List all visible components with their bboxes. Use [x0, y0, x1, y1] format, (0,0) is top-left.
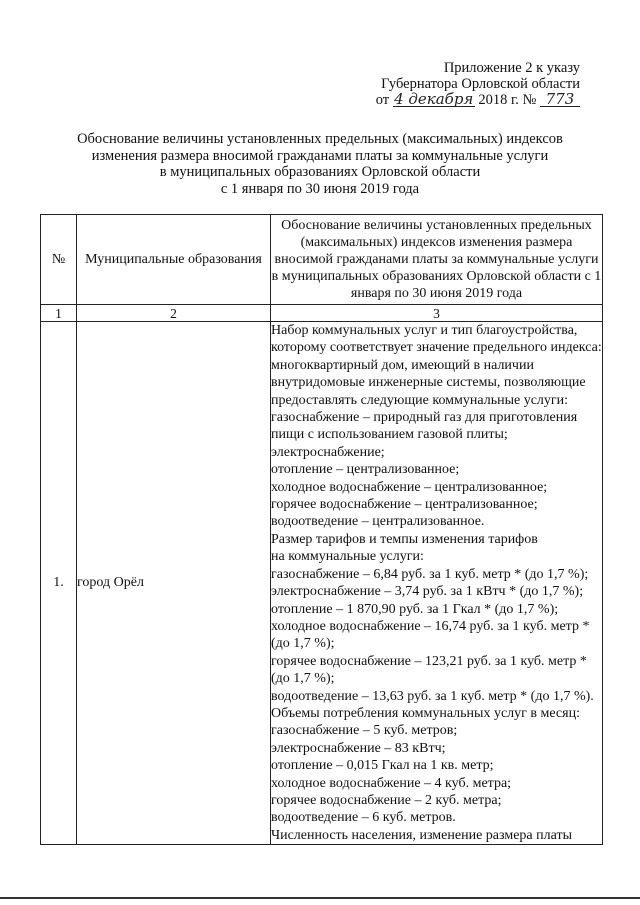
appendix-date-line	[340, 92, 580, 108]
justification-line: внутридомовые инженерные системы, позволяющие	[271, 375, 586, 391]
justification-line: холодное водоснабжение – 16,74 руб. за 1 куб. метр *	[271, 618, 590, 634]
justification-line: Объемы потребления коммунальных услуг в месяц:	[271, 705, 580, 721]
justification-line: (до 1,7 %);	[271, 636, 335, 652]
justification-line: Численность населения, изменение размера платы	[271, 827, 572, 843]
justification-line: водоотведение – централизованное.	[271, 514, 485, 530]
column-index-3: 3	[271, 305, 603, 322]
appendix-line-1: Приложение 2 к указу	[443, 60, 580, 76]
appendix-line-2: Губернатора Орловской области	[381, 76, 580, 92]
row-number: 1.	[41, 322, 77, 845]
justification-line: газоснабжение – 5 куб. метров;	[271, 723, 458, 739]
justification-line: водоотведение – 13,63 руб. за 1 куб. метр * (до 1,7 %).	[271, 688, 594, 704]
justification-line: горячее водоснабжение – 2 куб. метра;	[271, 792, 502, 808]
justification-line: электроснабжение – 3,74 руб. за 1 кВтч * (до 1,7 %);	[271, 584, 584, 600]
justification-line: электроснабжение;	[271, 444, 385, 460]
appendix-year: 2018 г. №	[478, 92, 537, 108]
justification-table	[40, 214, 603, 845]
title-line-1: Обоснование величины установленных предельных (максимальных) индексов	[77, 131, 563, 147]
page-bottom-rule	[0, 897, 640, 899]
document-title	[60, 131, 580, 197]
justification-line: отопление – 0,015 Гкал на 1 кв. метр;	[271, 758, 494, 774]
row-municipality: город Орёл	[77, 322, 271, 845]
title-line-3: в муниципальных образованиях Орловской области	[159, 164, 481, 180]
justification-line: отопление – централизованное;	[271, 462, 460, 478]
column-index-row	[41, 305, 603, 322]
handwritten-date: 4 декабря	[394, 90, 474, 108]
table-row	[41, 322, 603, 845]
justification-line: Размер тарифов и темпы изменения тарифов	[271, 531, 538, 547]
handwritten-number: 773	[540, 92, 580, 107]
header-municipality: Муниципальные образования	[77, 215, 271, 305]
column-index-2: 2	[77, 305, 271, 322]
justification-line: предоставлять следующие коммунальные услуги:	[271, 392, 569, 408]
justification-line: горячее водоснабжение – централизованное;	[271, 497, 538, 513]
header-number: №	[41, 215, 77, 305]
justification-line: на коммунальные услуги:	[271, 549, 424, 565]
row-justification	[271, 322, 603, 845]
appendix-prefix: от	[375, 92, 390, 108]
justification-line: горячее водоснабжение – 123,21 руб. за 1 куб. метр *	[271, 653, 587, 669]
header-justification: Обоснование величины установленных предельных (максимальных) индексов изменения размера вносимой гражданами платы за коммунальные услуги в муниципальных образованиях Орловской области с 1 января по 30 июня 2019 года	[271, 215, 603, 305]
justification-line: (до 1,7 %);	[271, 671, 335, 687]
justification-line: многоквартирный дом, имеющий в наличии	[271, 357, 534, 373]
justification-line: газоснабжение – природный газ для приготовления	[271, 410, 578, 426]
justification-line: водоотведение – 6 куб. метров.	[271, 810, 456, 826]
justification-line: отопление – 1 870,90 руб. за 1 Гкал * (до 1,7 %);	[271, 601, 559, 617]
justification-line: холодное водоснабжение – 4 куб. метра;	[271, 775, 512, 791]
justification-line: электроснабжение – 83 кВтч;	[271, 740, 446, 756]
justification-line: Набор коммунальных услуг и тип благоустройства,	[271, 323, 578, 338]
title-line-4: с 1 января по 30 июня 2019 года	[220, 180, 420, 197]
appendix-header	[340, 60, 580, 108]
justification-line: пищи с использованием газовой плиты;	[271, 427, 508, 443]
justification-line: холодное водоснабжение – централизованное;	[271, 479, 548, 495]
table-header-row	[41, 215, 603, 305]
justification-line: газоснабжение – 6,84 руб. за 1 куб. метр * (до 1,7 %);	[271, 566, 589, 582]
column-index-1: 1	[41, 305, 77, 322]
title-line-2: изменения размера вносимой гражданами платы за коммунальные услуги	[91, 147, 549, 164]
justification-line: которому соответствует значение предельного индекса:	[271, 340, 602, 356]
